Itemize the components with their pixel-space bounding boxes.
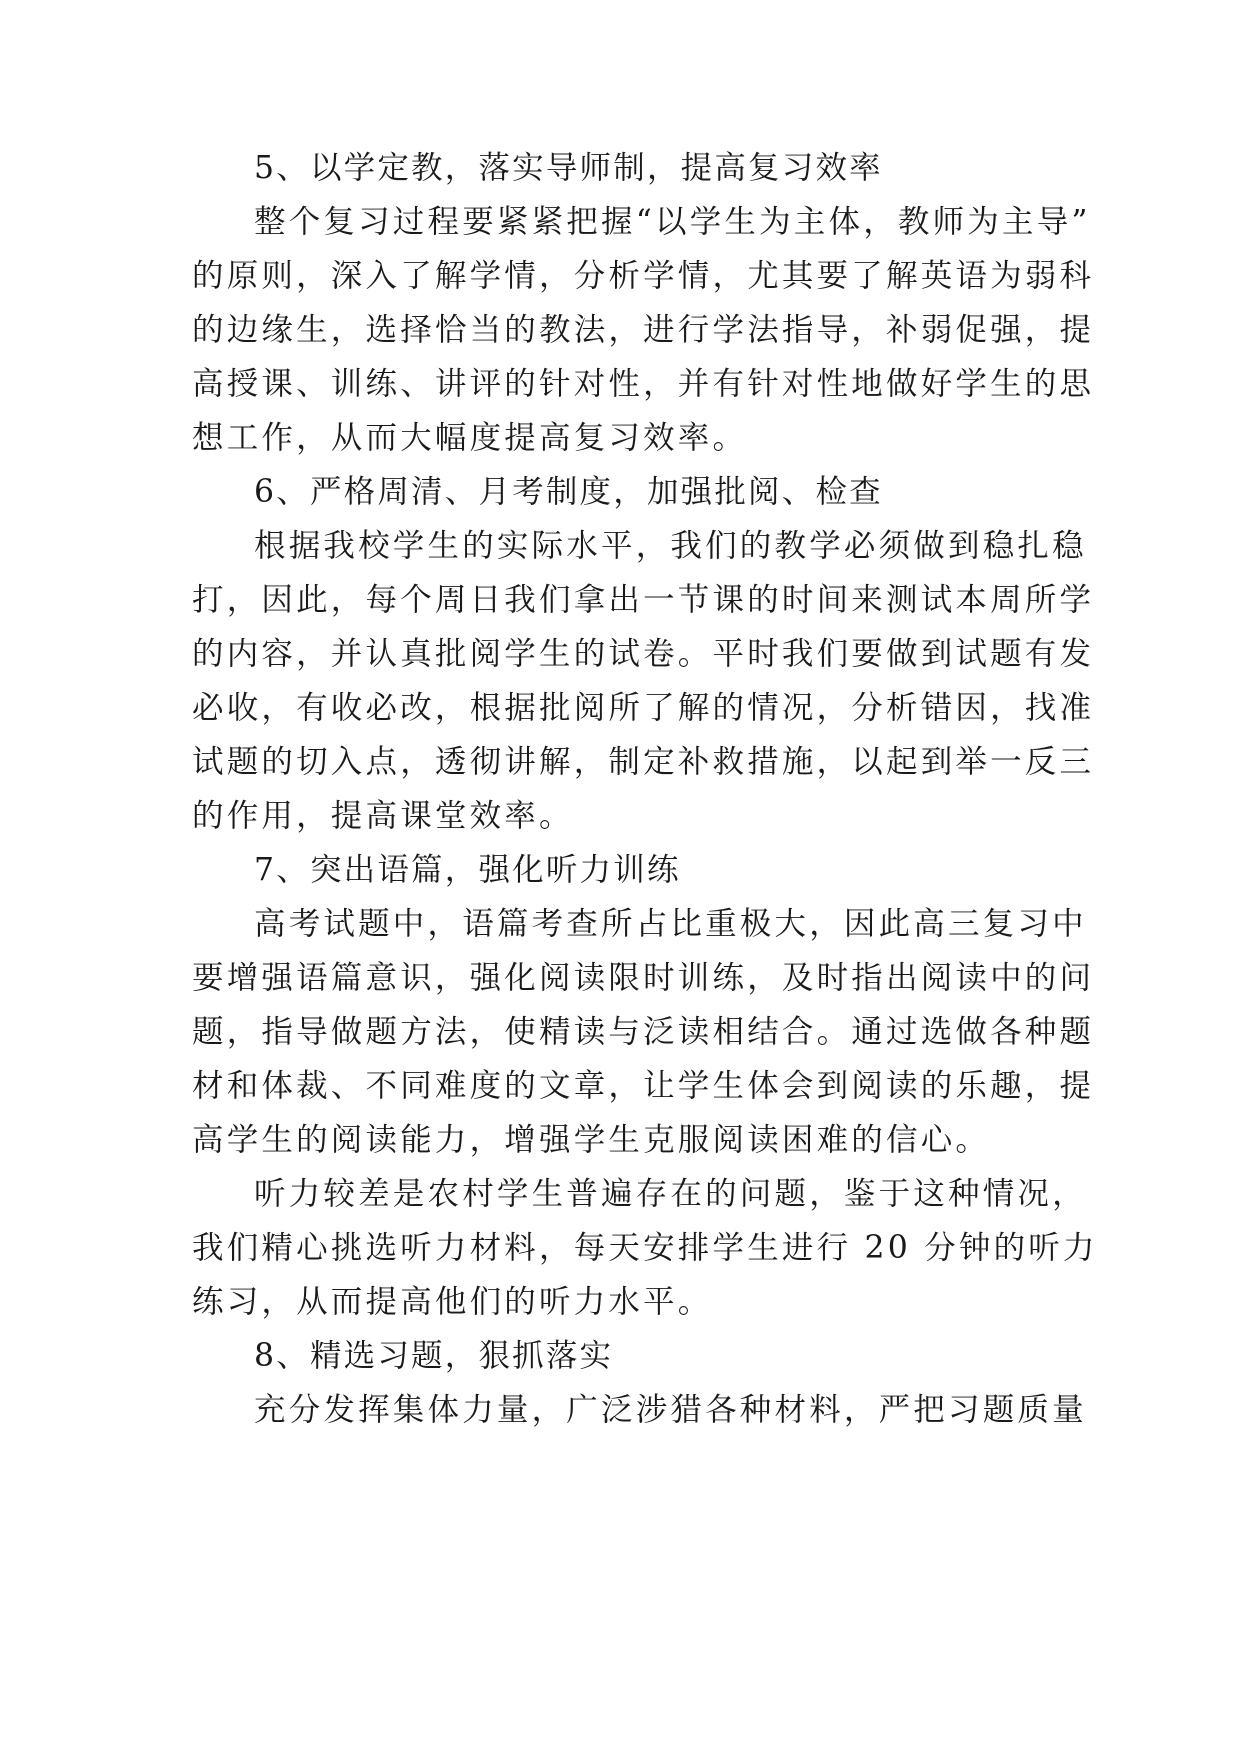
paragraph-line: 题，指导做题方法，使精读与泛读相结合。通过选做各种题	[192, 1014, 1095, 1050]
paragraph-line: 高授课、训练、讲评的针对性，并有针对性地做好学生的思	[192, 366, 1095, 402]
paragraph-line: 听力较差是农村学生普遍存在的问题，鉴于这种情况，	[254, 1176, 1087, 1212]
paragraph-line: 的作用，提高课堂效率。	[192, 798, 574, 834]
section-heading-8: 8、精选习题，狠抓落实	[254, 1338, 614, 1374]
paragraph-line: 高考试题中，语篇考查所占比重极大，因此高三复习中	[254, 906, 1087, 942]
paragraph-line: 的边缘生，选择恰当的教法，进行学法指导，补弱促强，提	[192, 312, 1095, 348]
paragraph-line: 打，因此，每个周日我们拿出一节课的时间来测试本周所学	[192, 582, 1095, 618]
paragraph-line: 要增强语篇意识，强化阅读限时训练，及时指出阅读中的问	[192, 960, 1095, 996]
paragraph-line: 练习，从而提高他们的听力水平。	[192, 1284, 713, 1320]
paragraph-line: 充分发挥集体力量，广泛涉猎各种材料，严把习题质量	[254, 1392, 1087, 1428]
paragraph-line: 试题的切入点，透彻讲解，制定补救措施，以起到举一反三	[192, 744, 1095, 780]
section-heading-7: 7、突出语篇，强化听力训练	[254, 852, 681, 888]
paragraph-line: 想工作，从而大幅度提高复习效率。	[192, 420, 748, 456]
paragraph-line: 的内容，并认真批阅学生的试卷。平时我们要做到试题有发	[192, 636, 1095, 672]
paragraph-line: 我们精心挑选听力材料，每天安排学生进行 20 分钟的听力	[192, 1230, 1098, 1266]
paragraph-line: 必收，有收必改，根据批阅所了解的情况，分析错因，找准	[192, 690, 1095, 726]
paragraph-line: 整个复习过程要紧紧把握“以学生为主体，教师为主导”	[254, 204, 1091, 240]
section-heading-5: 5、以学定教，落实导师制，提高复习效率	[254, 150, 883, 186]
paragraph-line: 的原则，深入了解学情，分析学情，尤其要了解英语为弱科	[192, 258, 1095, 294]
section-heading-6: 6、严格周清、月考制度，加强批阅、检查	[254, 474, 883, 510]
paragraph-line: 材和体裁、不同难度的文章，让学生体会到阅读的乐趣，提	[192, 1068, 1095, 1104]
paragraph-line: 根据我校学生的实际水平，我们的教学必须做到稳扎稳	[254, 528, 1087, 564]
paragraph-line: 高学生的阅读能力，增强学生克服阅读困难的信心。	[192, 1122, 991, 1158]
